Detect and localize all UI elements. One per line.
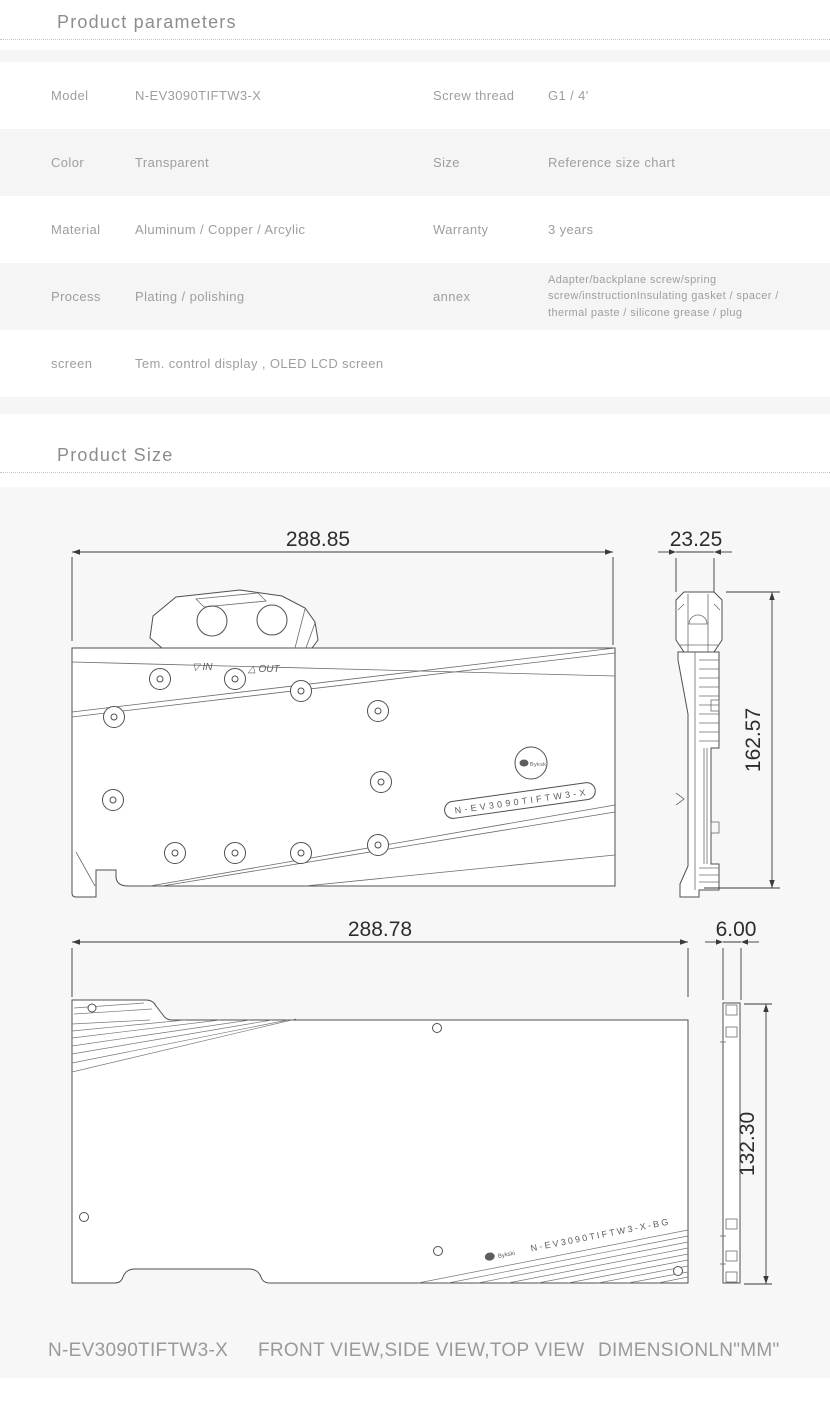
parameters-header (0, 0, 830, 40)
size-title: Product Size (57, 445, 174, 465)
table-bottom-band (0, 397, 830, 414)
svg-text:N-EV3090TIFTW3-X-BG: N-EV3090TIFTW3-X-BG (529, 1216, 670, 1254)
top-view-drawing (72, 918, 772, 1284)
param-value: Tem. control display , OLED LCD screen (135, 356, 384, 371)
param-row-material (0, 196, 830, 263)
svg-text:Bykski: Bykski (530, 762, 548, 768)
table-top-band (0, 50, 830, 62)
param-value: Adapter/backplane screw/spring screw/instructionInsulating gasket / spacer / thermal paste / silicone grease / plug (548, 273, 779, 319)
caption-model: N-EV3090TIFTW3-X (48, 1340, 229, 1361)
dim-label-side-width: 23.25 (669, 528, 723, 551)
svg-text:N-EV3090TIFTW3-X: N-EV3090TIFTW3-X (454, 787, 587, 816)
param-value: G1 / 4' (548, 88, 589, 103)
size-header (0, 430, 830, 473)
dim-top-height (736, 1004, 772, 1284)
param-label: Size (433, 155, 460, 170)
caption-dimension-note: DIMENSIONLN"MM" (598, 1340, 780, 1361)
dim-label-top-height: 132.30 (736, 1111, 759, 1177)
technical-drawing-canvas (0, 487, 830, 1378)
param-value: Aluminum / Copper / Arcylic (135, 222, 306, 237)
param-value: N-EV3090TIFTW3-X (135, 88, 262, 103)
param-label: Color (51, 155, 85, 170)
front-view-drawing (72, 528, 615, 897)
param-label: Screw thread (433, 88, 515, 103)
side-view-drawing (658, 528, 780, 897)
caption-views: FRONT VIEW,SIDE VIEW,TOP VIEW (258, 1340, 585, 1361)
inlet-label: ▽ IN (192, 662, 213, 673)
technical-drawing (0, 487, 830, 1378)
drawing-caption (0, 1340, 830, 1370)
param-label: Material (51, 222, 101, 237)
dim-label-top-width: 288.78 (347, 918, 413, 941)
dim-top-thickness (705, 918, 759, 1000)
param-label: Model (51, 88, 89, 103)
dim-label-front-height: 162.57 (742, 707, 765, 773)
param-label: Process (51, 289, 101, 304)
dim-top-width (72, 918, 688, 997)
parameters-title: Product parameters (57, 12, 237, 32)
param-label: screen (51, 356, 93, 371)
param-value: Reference size chart (548, 155, 676, 170)
parameters-section (0, 0, 830, 414)
outlet-label: △ OUT (248, 664, 280, 675)
size-section (0, 430, 830, 1378)
param-row-process (0, 263, 830, 330)
svg-text:Bykski: Bykski (497, 1250, 516, 1260)
param-value: Plating / polishing (135, 289, 245, 304)
param-label: Warranty (433, 222, 489, 237)
param-value: 3 years (548, 222, 594, 237)
dim-label-top-thickness: 6.00 (715, 918, 757, 941)
param-value: Transparent (135, 155, 210, 170)
param-label: annex (433, 289, 471, 304)
param-row-model (0, 62, 830, 129)
param-row-screen (0, 330, 830, 397)
param-row-color (0, 129, 830, 196)
dim-label-front-width: 288.85 (285, 528, 351, 551)
